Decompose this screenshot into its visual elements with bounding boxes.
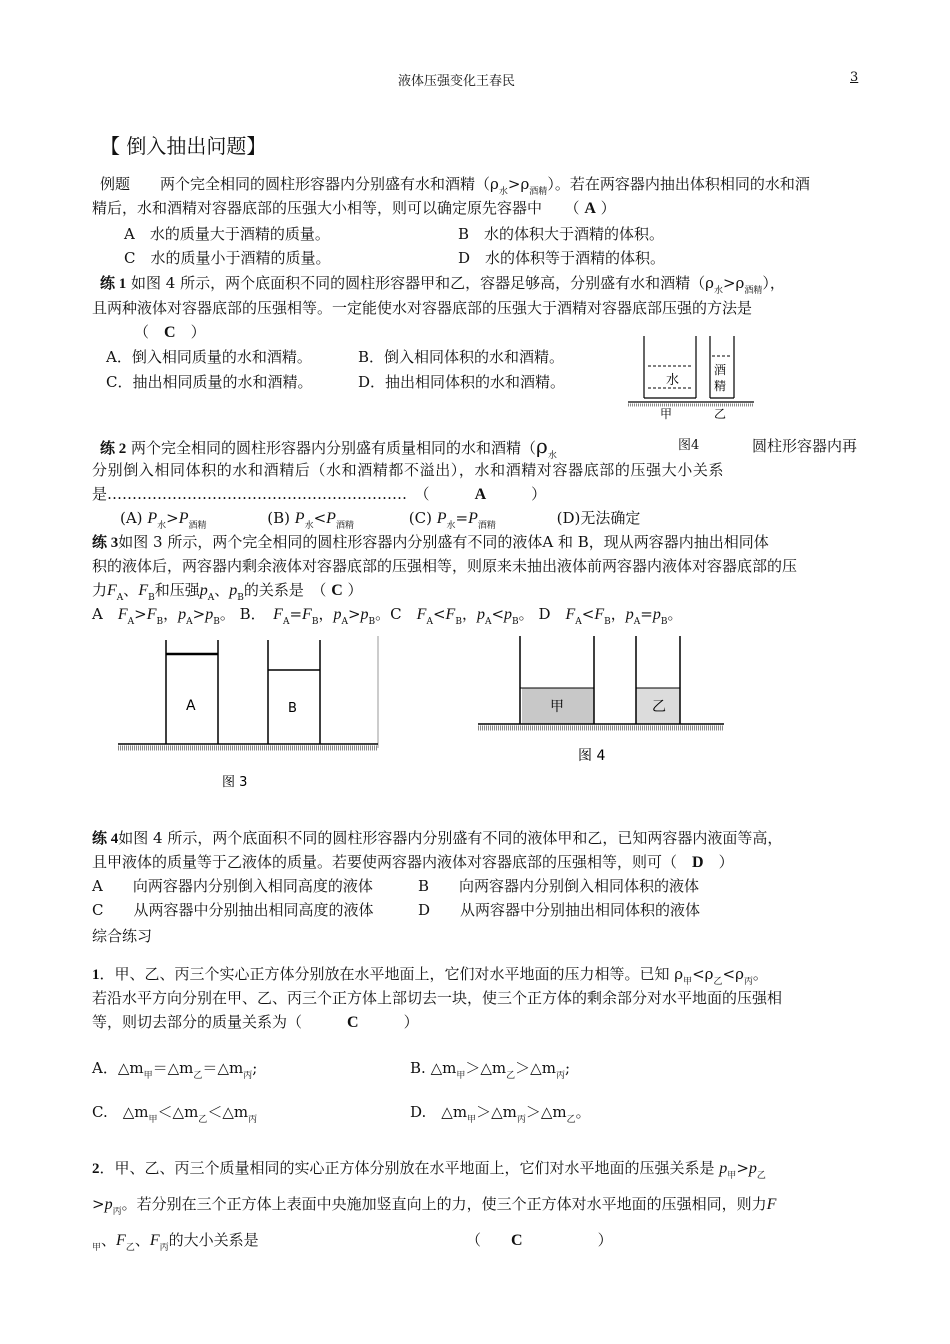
ex1-line-2: 且两种液体对容器底部的压强相等。一定能使水对容器底部的压强大于酒精对容器底部压强的方法是 xyxy=(92,299,753,317)
comprehensive-heading: 综合练习 xyxy=(92,927,153,945)
figure-3 xyxy=(116,636,386,796)
section-title: 【 倒入抽出问题】 xyxy=(100,134,267,158)
q2-line-2: $>p_丙$。若分别在三个正方体上表面中央施加竖直向上的力，使三个正方体对水平地面的压强相同，则力F xyxy=(92,1195,777,1217)
fig4-right-label: 乙 xyxy=(652,699,666,715)
q2-answer: （ C ） xyxy=(466,1231,613,1249)
example-line-2: 精后，水和酒精对容器底部的压强大小相等，则可以确定原先容器中 （ A ） xyxy=(92,199,616,217)
ex3-line-1: 练 3如图 3 所示，两个完全相同的圆柱形容器内分别盛有不同的液体A 和 B，现从两容器内抽出相同体 xyxy=(92,533,769,551)
ex2-options: (A) $P_水>P_{酒精}$ (B) $P_水<P_{酒精}$ (C) $P_水=P_{酒精}$ (D)无法确定 xyxy=(120,509,641,531)
fig3-caption: 图 3 xyxy=(222,775,248,790)
q1-option-b: B. $\triangle m_甲>\triangle m_乙>\triangle m_丙$; xyxy=(410,1059,571,1081)
q1-line-1: 1．甲、乙、丙三个实心正方体分别放在水平地面上，它们对水平地面的压力相等。已知 $\rho_甲<\rho_乙<\rho_丙$。 xyxy=(92,965,768,987)
ex4-option-a: A 向两容器内分别倒入相同高度的液体 xyxy=(92,877,373,895)
q1-option-c: C. $\triangle m_甲<\triangle m_乙<\triangle m_丙$ xyxy=(92,1103,258,1125)
q1-line-2: 若沿水平方向分别在甲、乙、丙三个正方体上部切去一块，使三个正方体的剩余部分对水平地面的压强相 xyxy=(92,989,783,1007)
fig1-left-label: 甲 xyxy=(660,407,673,420)
q2-line-1: 2．甲、乙、丙三个质量相同的实心正方体分别放在水平地面上，它们对水平地面的压强关系是 $p_甲>p_乙$ xyxy=(92,1159,766,1181)
example-option-a: A 水的质量大于酒精的质量。 xyxy=(124,225,330,243)
ex2-figure-label: 图4 xyxy=(678,438,700,453)
fig1-right-label: 乙 xyxy=(714,407,727,420)
fig3-a-label: A xyxy=(186,698,196,714)
ex1-option-a: A．倒入相同质量的水和酒精。 xyxy=(106,348,312,366)
ex3-options: A $F_A>F_B$，$p_A>p_B$。 B． $F_A=F_B$，$p_A>p_B$。C $F_A<F_B$，$p_A<p_B$。 D $F_A<F_B$，$p_A=p_B$。 xyxy=(92,605,683,627)
fig1-alcohol-label-2: 精 xyxy=(714,379,727,393)
ex2-line-2: 分别倒入相同体积的水和酒精后（水和酒精都不溢出），水和酒精对容器底部的压强大小关系 xyxy=(92,461,725,479)
ex1-option-d: D．抽出相同体积的水和酒精。 xyxy=(358,373,566,391)
ex2-line-3: 是…………………………………………………… （ A ） xyxy=(92,485,547,503)
fig4-left-label: 甲 xyxy=(550,699,564,715)
ex4-line-2: 且甲液体的质量等于乙液体的质量。若要使两容器内液体对容器底部的压强相等，则可（ D ） xyxy=(92,853,734,871)
ex3-line-3: 力$F_A$、$F_B$和压强$p_A$、$p_B$的关系是 （ C ） xyxy=(92,581,363,603)
ex2-line-1: 练 2 两个完全相同的圆柱形容器内分别盛有质量相同的水和酒精（$\rho_水$ xyxy=(100,434,557,461)
ex1-option-c: C．抽出相同质量的水和酒精。 xyxy=(106,373,313,391)
q2-line-3: $_甲$、$F_乙$、$F_丙$的大小关系是 xyxy=(92,1231,259,1253)
running-header: 液体压强变化王春民 xyxy=(398,74,516,89)
ex4-option-c: C 从两容器中分别抽出相同高度的液体 xyxy=(92,901,374,919)
figure-4 xyxy=(476,636,726,768)
ex1-line-1: 练 1 如图 4 所示，两个底面积不同的圆柱形容器甲和乙，容器足够高，分别盛有水和酒精$(\rho_水>\rho_{酒精})$， xyxy=(100,274,785,296)
example-option-b: B 水的体积大于酒精的体积。 xyxy=(458,225,665,243)
fig4-caption: 图 4 xyxy=(578,748,606,764)
ex3-line-2: 积的液体后，两容器内剩余液体对容器底部的压强相等，则原来未抽出液体前两容器内液体对容器底部的压 xyxy=(92,557,798,575)
ex1-figure xyxy=(626,330,776,420)
example-line-1: 例题 两个完全相同的圆柱形容器内分别盛有水和酒精$(\rho_水>\rho_{酒精})$。若在两容器内抽出体积相同的水和酒 xyxy=(100,175,810,197)
ex1-option-b: B．倒入相同体积的水和酒精。 xyxy=(358,348,565,366)
example-option-c: C 水的质量小于酒精的质量。 xyxy=(124,249,331,267)
page-number: 3 xyxy=(850,70,859,85)
fig1-water-label: 水 xyxy=(666,373,680,388)
q1-line-3: 等，则切去部分的质量关系为（ C ） xyxy=(92,1013,419,1031)
example-option-d: D 水的体积等于酒精的体积。 xyxy=(458,249,666,267)
ex4-option-b: B 向两容器内分别倒入相同体积的液体 xyxy=(418,877,700,895)
ex4-line-1: 练 4如图 4 所示，两个底面积不同的圆柱形容器内分别盛有不同的液体甲和乙，已知两容器内液面等高， xyxy=(92,829,783,847)
fig3-b-label: B xyxy=(288,701,297,716)
q1-option-d: D. $\triangle m_甲>\triangle m_丙>\triangle m_乙$。 xyxy=(410,1103,591,1125)
fig1-alcohol-label-1: 酒 xyxy=(714,363,727,377)
ex4-option-d: D 从两容器中分别抽出相同体积的液体 xyxy=(418,901,701,919)
ex1-answer: （ C ） xyxy=(134,323,206,341)
q1-option-a: A．$\triangle m_甲=\triangle m_乙=\triangle m_丙$; xyxy=(92,1059,258,1081)
ex2-line-1b: 圆柱形容器内再 xyxy=(752,437,858,455)
